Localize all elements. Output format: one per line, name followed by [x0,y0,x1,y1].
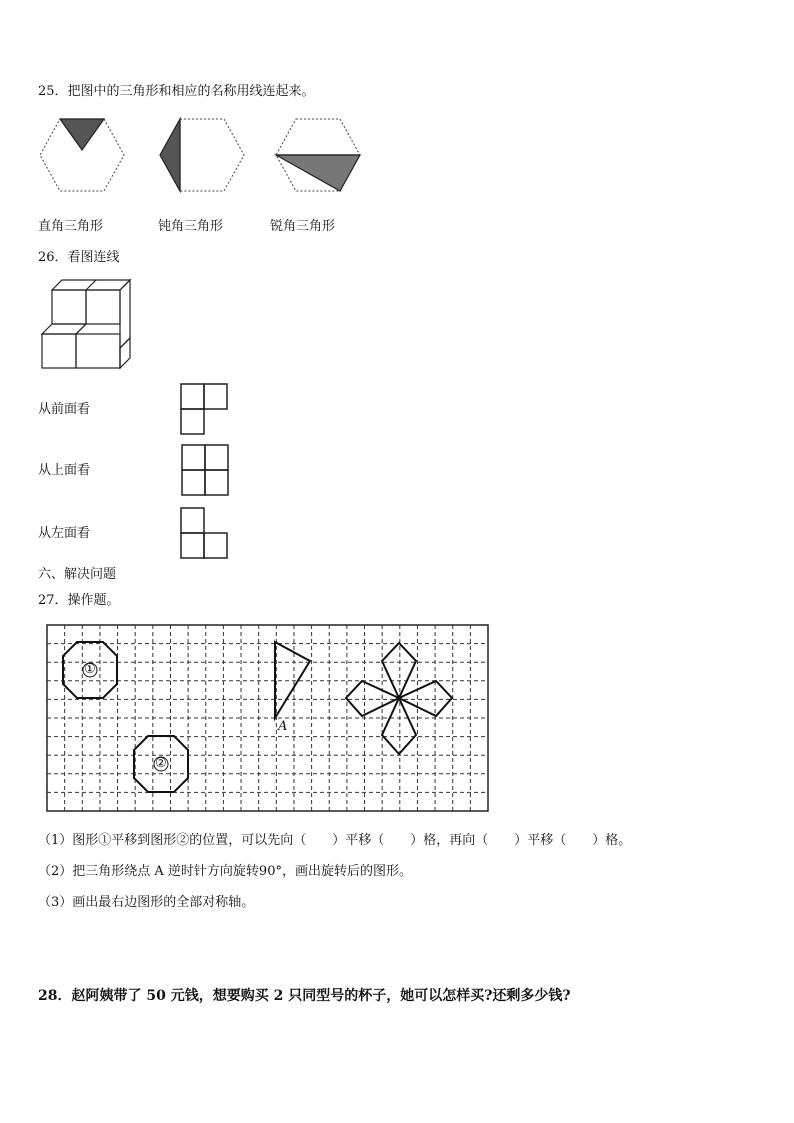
view-top-label: 从上面看 [38,463,91,478]
q28-title: 28．赵阿姨带了 50 元钱，想要购买 2 只同型号的杯子，她可以怎样买?还剩多少钱? [38,988,571,1004]
label-right-triangle: 直角三角形 [38,219,104,234]
q27-title: 27．操作题。 [38,593,120,608]
view-left-label: 从左面看 [38,526,91,541]
view-front-label: 从前面看 [38,402,91,417]
section6-title: 六、解决问题 [38,567,117,582]
q27-sub3: （3）画出最右边图形的全部对称轴。 [38,895,255,910]
shape-label-1: ① [84,662,96,677]
shape-label-2: ② [155,756,167,771]
q25-title: 25．把图中的三角形和相应的名称用线连起来。 [38,84,315,99]
label-obtuse-triangle: 钝角三角形 [158,219,224,234]
flower-shape [346,643,452,754]
q27-sub1: （1）图形①平移到图形②的位置，可以先向（ ）平移（ ）格，再向（ ）平移（ ）格。 [38,833,632,848]
point-a-label: A [278,719,288,734]
q26-title: 26．看图连线 [38,250,120,265]
triangle-shape [275,642,310,718]
label-acute-triangle: 锐角三角形 [270,219,336,234]
q27-sub2: （2）把三角形绕点 A 逆时针方向旋转90°，画出旋转后的图形。 [38,864,412,879]
